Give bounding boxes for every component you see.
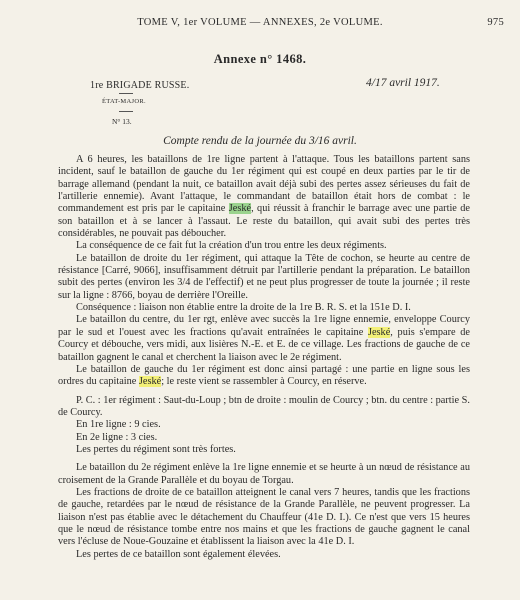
paragraph: Le bataillon de gauche du 1er régiment est donc ainsi partagé : une partie en ligne sous les ordres du capitaine Jeské; le reste vient se rassembler à Courcy, en réserve. (58, 363, 470, 388)
document-date: 4/17 avril 1917. (366, 77, 440, 89)
highlighted-name: Jeské (138, 376, 162, 388)
paragraph: Le bataillon de droite du 1er régiment, qui attaque la Tête de cochon, se heurte au centre de résistance [Carré, 9066], insuffisamment détruit par l'artillerie pendant la préparation. Le bataillon subit des pertes (environ les 3/4 de l'effectif) et ne peut plus progresser de toute la journée ; il reste sur la ligne : 8766, boyau de derrière l'Oreille. (58, 252, 470, 301)
paragraph: La conséquence de ce fait fut la création d'un trou entre les deux régiments. (76, 240, 387, 252)
paragraph: Les pertes du régiment sont très fortes. (76, 443, 236, 455)
running-header (0, 17, 520, 28)
paragraph: En 1re ligne : 9 cies. (76, 419, 161, 431)
paragraph: Conséquence : liaison non établie entre la droite de la 1re B. R. S. et la 151e D. I. (76, 302, 411, 314)
report-body (58, 154, 470, 561)
document-number: N° 13. (112, 117, 132, 126)
brigade-label: 1re BRIGADE RUSSE. (90, 80, 190, 91)
page-number: 975 (487, 17, 504, 28)
paragraph: Le bataillon du centre, du 1er rgt, enlève avec succès la 1re ligne ennemie, enveloppe Courcy par le sud et l'ouest avec les fractions qu'avait entraînées le capitaine Jeské, puis s'empare de Courcy et débouche, vers midi, aux lisières N.-E. et E. de ce village. Les fractions de gauche de ce bataillon gagnent le canal et cherchent la liaison avec le 2e régiment. (58, 314, 470, 363)
paragraph: Les pertes de ce bataillon sont également élevées. (76, 548, 281, 560)
paragraph: P. C. : 1er régiment : Saut-du-Loup ; btn de droite : moulin de Courcy ; btn. du centre : partie S. de Courcy. (58, 394, 470, 418)
paragraph: Les fractions de droite de ce bataillon atteignent le canal vers 7 heures, tandis que les fractions de gauche, retardées par le nœud de résistance de la Grande Parallèle, ne peuvent progresser. La liaison n'est pas établie avec le détachement du Chauffeur (41e D. I.). Ce n'est que vers 15 heures que le nœud de résistance tombe entre nos mains et que les fractions de gauche gagnent le canal vers l'écluse de Noue-Gouzaine et établissent la liaison avec la 41e D. I. (58, 486, 470, 548)
paragraph: En 2e ligne : 3 cies. (76, 431, 158, 443)
divider (119, 93, 133, 94)
highlighted-name: Jeské (367, 326, 391, 338)
etat-major-label: ÉTAT-MAJOR. (102, 98, 146, 105)
paragraph: A 6 heures, les bataillons de 1re ligne partent à l'attaque. Tous les bataillons partent sans incident, sauf le bataillon de gauche du 1er régiment qui est coupé en deux parties par le tir de barrage allemand (pendant la nuit, ce bataillon avait déjà subi des pertes assez sérieuses du fait de l'artillerie ennemie). Avant l'attaque, le commandant de bataillon était hors de combat : le commandement est pris par le capitaine Jeské, qui réussit à franchir le barrage avec une partie de son bataillon et à se lancer à l'assaut. Le reste du bataillon, qui avait subi des pertes très considérables, ne pouvait pas déboucher. (58, 154, 470, 240)
annex-title: Annexe n° 1468. (213, 52, 307, 66)
report-subtitle: Compte rendu de la journée du 3/16 avril. (163, 135, 357, 147)
highlighted-name: Jeské (228, 203, 252, 215)
divider (119, 111, 133, 112)
paragraph: Le bataillon du 2e régiment enlève la 1re ligne ennemie et se heurte à un nœud de résistance au croisement de la Grande Parallèle et du boyau de Torgau. (58, 462, 470, 486)
header-title: TOME V, 1er VOLUME — ANNEXES, 2e VOLUME. (137, 17, 383, 28)
